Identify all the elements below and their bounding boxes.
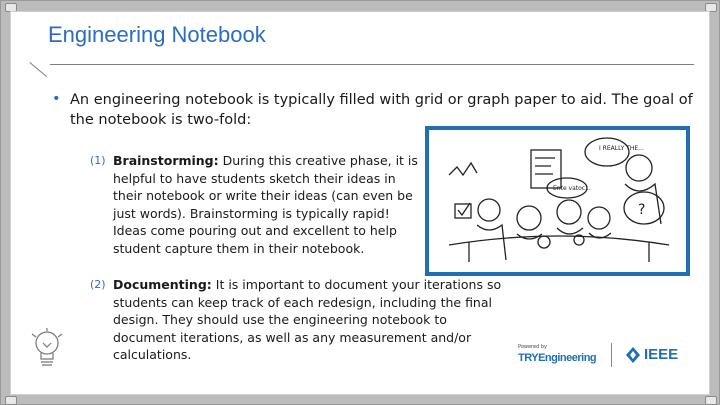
slide-title: Engineering Notebook	[48, 22, 266, 47]
title-rule	[50, 64, 694, 65]
item-number: (1)	[90, 154, 106, 167]
sketch-table-icon	[449, 236, 669, 245]
numbered-item-brainstorming	[90, 152, 420, 257]
try-small-text: Powered by	[518, 344, 547, 350]
item-body	[90, 276, 510, 364]
item-heading: Documenting:	[113, 277, 212, 292]
students-sketch	[429, 130, 686, 272]
ieee-diamond-icon	[625, 346, 641, 364]
try-main-text: TRYEngineering	[518, 352, 597, 364]
item-number: (2)	[90, 278, 106, 291]
item-body	[90, 152, 420, 257]
bullet-text: An engineering notebook is typically filled with grid or graph paper to aid. The goal of the notebook is two-fold:	[70, 92, 693, 128]
bullet-dot: •	[52, 91, 61, 107]
sketch-zigzag-icon	[449, 163, 477, 175]
student-head-icon	[478, 199, 500, 221]
question-mark-glyph: ?	[638, 202, 646, 218]
bubble-text-2: Ente vatoc...	[553, 185, 591, 192]
frame-clip-bottom-right	[705, 396, 717, 405]
logo-divider	[611, 343, 612, 367]
ieee-logo	[625, 344, 695, 366]
lightbulb-icon	[30, 328, 64, 374]
footer-logos	[515, 340, 695, 370]
ieee-text: IEEE	[644, 346, 679, 363]
item-heading: Brainstorming:	[113, 153, 219, 168]
item-text: It is important to document your iterations so students can keep track of each redesign, including the final design. They should use the engineering notebook to document iterations, as well as any measurement and/or calculations.	[113, 277, 502, 362]
speech-bubble-icon	[585, 138, 629, 166]
main-bullet	[52, 90, 698, 130]
tryengineering-logo	[515, 340, 597, 370]
sketch-paper-icon	[531, 150, 561, 188]
numbered-item-documenting	[90, 276, 510, 364]
bubble-text-1: I REALLY THE...	[599, 145, 644, 152]
item-text: During this creative phase, it is helpful to have students sketch their ideas in their notebook or write their ideas (can even be just words). Brainstorming is typically rapid! Ideas come pouring out and excellent to help student capture them in their notebook.	[113, 153, 418, 256]
frame-clip-bottom-left	[5, 396, 17, 405]
students-illustration	[425, 126, 690, 276]
